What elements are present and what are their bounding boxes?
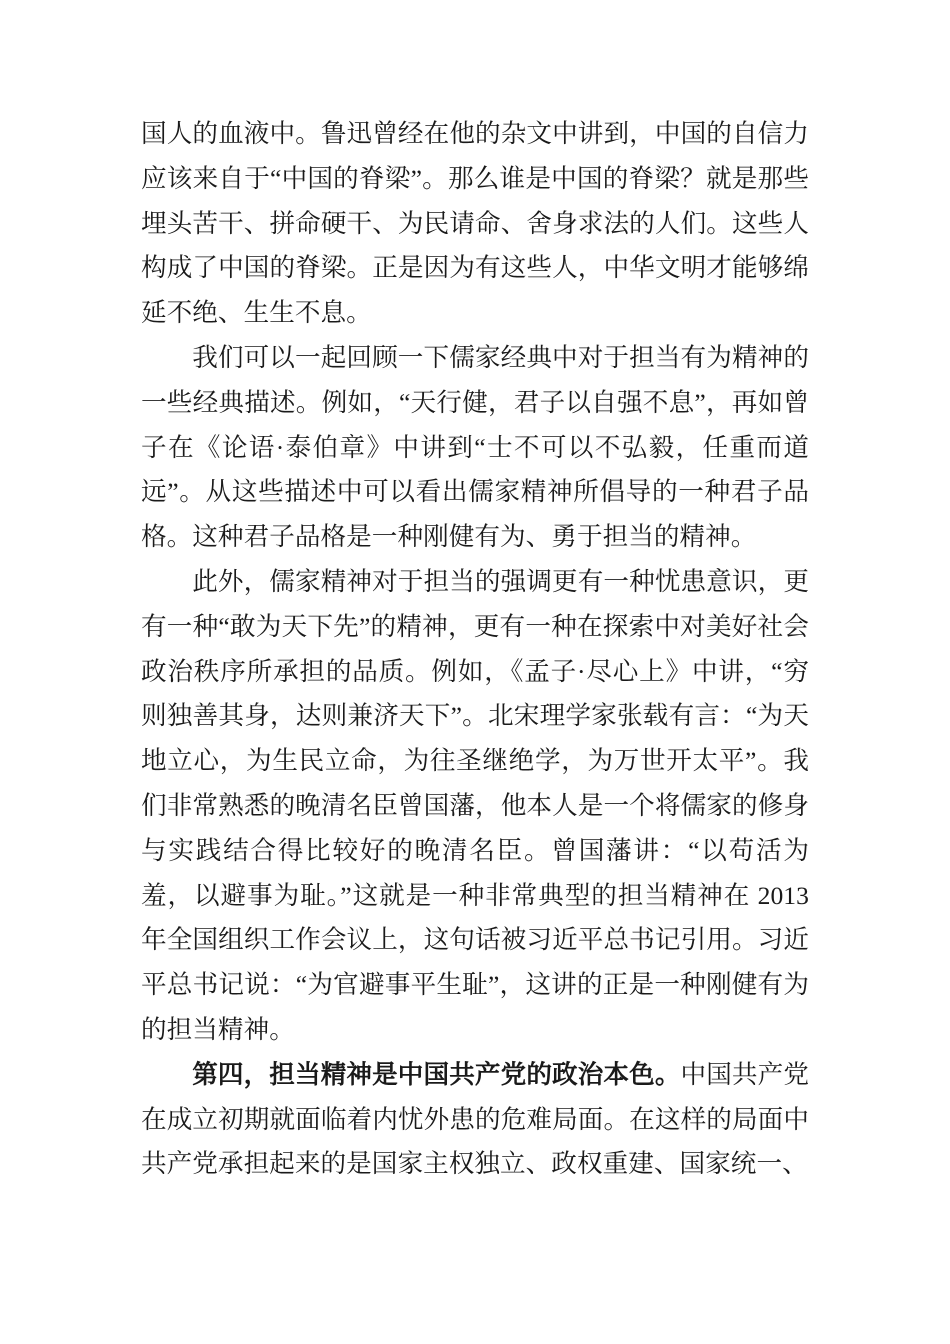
paragraph	[141, 560, 809, 1053]
document-body	[141, 112, 809, 1187]
text-run: 我们可以一起回顾一下儒家经典中对于担当有为精神的一些经典描述。例如，“天行健，君子以自强不息”，再如曾子在《论语·泰伯章》中讲到“士不可以不弘毅，任重而道远”。从这些描述中可以看出儒家精神所倡导的一种君子品格。这种君子品格是一种刚健有为、勇于担当的精神。	[141, 342, 809, 552]
bold-text-run: 第四，担当精神是中国共产党的政治本色。	[192, 1059, 681, 1089]
text-run: 中国共产党在成立初期就面临着内忧外患的危难局面。在这样的局面中共产党承担起来的是国家主权独立、政权重建、国家统一、	[141, 1059, 809, 1179]
paragraph	[141, 336, 809, 560]
text-run: 国人的血液中。鲁迅曾经在他的杂文中讲到，中国的自信力应该来自于“中国的脊梁”。那么谁是中国的脊梁？就是那些埋头苦干、拼命硬干、为民请命、舍身求法的人们。这些人构成了中国的脊梁。正是因为有这些人，中华文明才能够绵延不绝、生生不息。	[141, 119, 809, 328]
text-run: 此外，儒家精神对于担当的强调更有一种忧患意识，更有一种“敢为天下先”的精神，更有一种在探索中对美好社会政治秩序所承担的品质。例如，《孟子·尽心上》中讲，“穷则独善其身，达则兼济天下”。北宋理学家张载有言：“为天地立心，为生民立命，为往圣继绝学，为万世开太平”。我们非常熟悉的晚清名臣曾国藩，他本人是一个将儒家的修身与实践结合得比较好的晚清名臣。曾国藩讲：“以苟活为羞，以避事为耻。”这就是一种非常典型的担当精神在 2013 年全国组织工作会议上，这句话被习近平总书记引用。习近平总书记说：“为官避事平生耻”，这讲的正是一种刚健有为的担当精神。	[141, 566, 809, 1044]
paragraph	[141, 1053, 809, 1187]
paragraph	[141, 112, 809, 336]
